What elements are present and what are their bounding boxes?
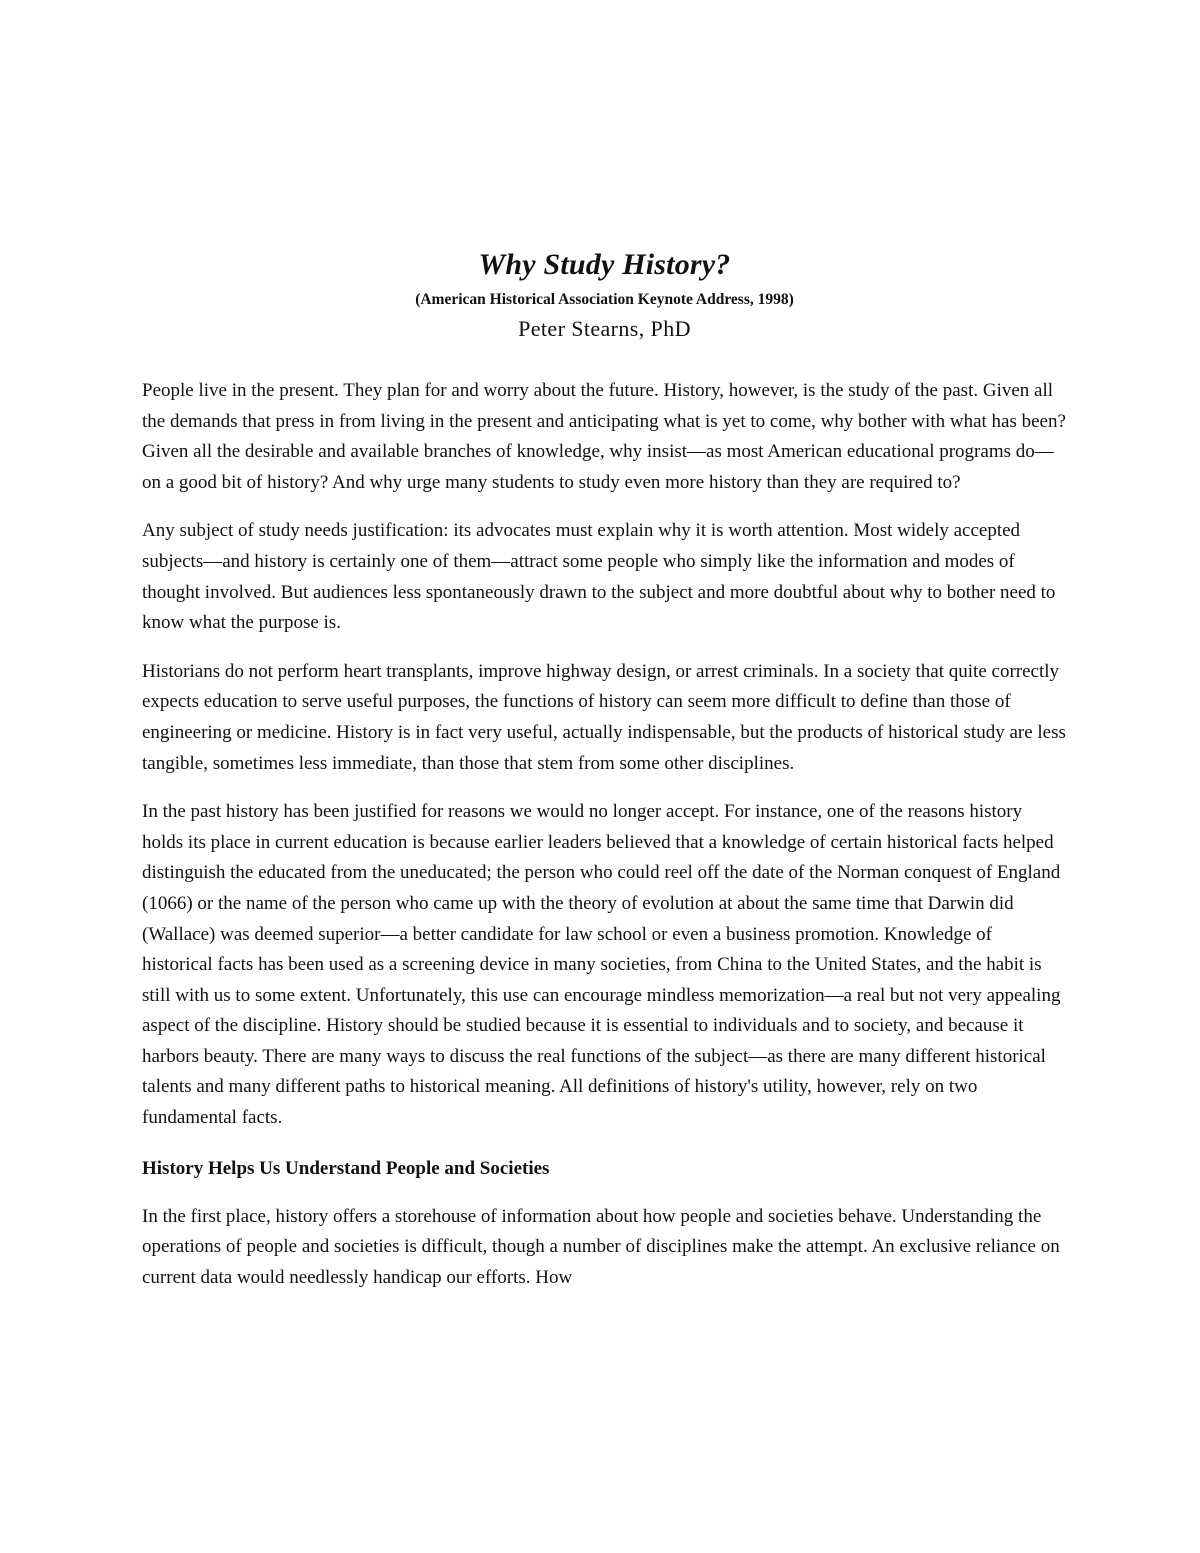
paragraph-4: In the past history has been justified for reasons we would no longer accept. For instance, one of the reasons history holds its place in current education is because earlier leaders believed that a knowledge of certain historical facts helped distinguish the educated from the uneducated; the person who could reel off the date of the Norman conquest of England (1066) or the name of the person who came up with the theory of evolution at about the same time that Darwin did (Wallace) was deemed superior—a better candidate for law school or even a business promotion. Knowledge of historical facts has been used as a screening device in many societies, from China to the United States, and the habit is still with us to some extent. Unfortunately, this use can encourage mindless memorization—a real but not very appealing aspect of the discipline. History should be studied because it is essential to individuals and to society, and because it harbors beauty. There are many ways to discuss the real functions of the subject—as there are many different historical talents and many different paths to historical meaning. All definitions of history's utility, however, rely on two fundamental facts. [142,801,1061,1129]
document-subtitle: (American Historical Association Keynote Address, 1998) [415,291,794,308]
paragraph-2: Any subject of study needs justification: its advocates must explain why it is worth attention. Most widely accepted subjects—and history is certainly one of them—attract some people who simply like the information and modes of thought involved. But audiences less spontaneously drawn to the subject and more doubtful about why to bother need to know what the purpose is. [142,520,1056,634]
section-paragraph: In the first place, history offers a storehouse of information about how people and societies behave. Understanding the operations of people and societies is difficult, though a number of disciplines make the attempt. An exclusive reliance on current data would needlessly handicap our efforts. How [142,1205,1060,1288]
document-title: Why Study History? [478,248,731,281]
document-author: Peter Stearns, PhD [518,316,691,341]
document-body [142,240,1067,1293]
section-heading: History Helps Us Understand People and Societies [142,1157,550,1179]
paragraph-1: People live in the present. They plan for and worry about the future. History, however, is the study of the past. Given all the demands that press in from living in the present and anticipating what is yet to come, why bother with what has been? Given all the desirable and available branches of knowledge, why insist—as most American educational programs do—on a good bit of history? And why urge many students to study even more history than they are required to? [142,380,1066,493]
paragraph-3: Historians do not perform heart transplants, improve highway design, or arrest criminals. In a society that quite correctly expects education to serve useful purposes, the functions of history can seem more difficult to define than those of engineering or medicine. History is in fact very useful, actually indispensable, but the products of historical study are less tangible, sometimes less immediate, than those that stem from some other disciplines. [142,660,1066,774]
